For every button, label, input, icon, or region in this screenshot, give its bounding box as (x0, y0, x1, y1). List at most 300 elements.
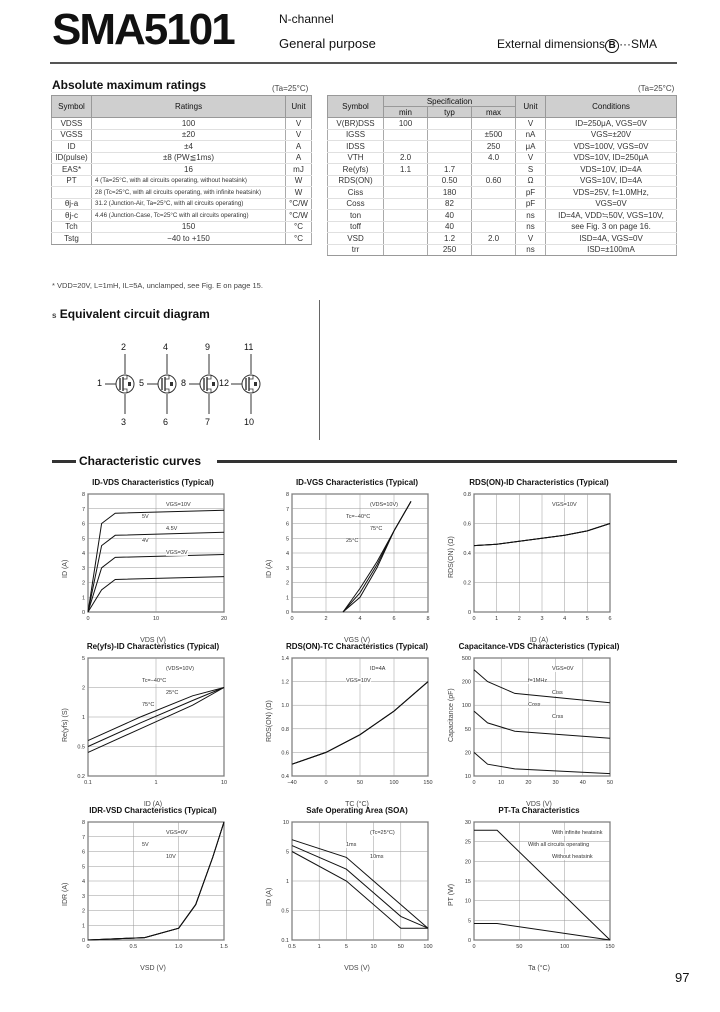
curve-label: 10ms (370, 854, 384, 860)
chart-2 (448, 478, 630, 644)
y-tick-label: 10 (464, 898, 471, 905)
chart-4 (266, 642, 448, 808)
elec-cell-max: 250 (472, 141, 516, 153)
y-tick-label: 5 (81, 864, 85, 871)
y-tick-label: 1.2 (281, 679, 289, 686)
y-tick-label: 1.0 (281, 703, 289, 710)
y-tick-label: 100 (461, 703, 471, 710)
abs-max-cell-symbol (52, 187, 92, 199)
chart-1 (266, 478, 448, 644)
circuit-pin-bottom: 7 (205, 417, 211, 427)
elec-cell-unit: V (516, 233, 546, 245)
elec-cell-min (384, 141, 428, 153)
y-tick-label: 0 (81, 610, 85, 616)
elec-cell-typ (428, 129, 472, 141)
abs-max-cell-rating: 16 (92, 164, 286, 176)
curve-label: ID=4A (370, 666, 386, 672)
chart-plot (62, 490, 244, 630)
ext-dims-code-badge: B (605, 39, 619, 53)
chart-5 (448, 642, 630, 808)
x-tick-label: 40 (579, 780, 586, 786)
curve-label: (Tc=25°C) (370, 830, 395, 836)
chart-title: Safe Operating Area (SOA) (306, 806, 408, 815)
elec-cell-min (384, 129, 428, 141)
elec-cell-cond: ID=4A, VDD≒50V, VGS=10V, (546, 210, 677, 222)
curve-label: VGS=3V (166, 550, 188, 556)
elec-row (328, 175, 677, 187)
x-tick-label: 50 (516, 944, 523, 950)
y-tick-label: 5 (285, 536, 289, 543)
elec-cell-cond: VGS=±20V (546, 129, 677, 141)
channel-type: N-channel (279, 12, 334, 26)
curve-label: With all circuits operating (528, 842, 590, 848)
elec-cell-cond: VDS=10V, ID=250μA (546, 152, 677, 164)
y-tick-label: 2 (285, 580, 289, 587)
elec-row (328, 233, 677, 245)
y-tick-label: 1 (81, 595, 85, 602)
x-tick-label: 6 (392, 616, 396, 622)
elec-table (327, 95, 677, 256)
series-line (292, 852, 428, 929)
x-tick-label: 0 (86, 616, 90, 622)
elec-cell-max: 4.0 (472, 152, 516, 164)
abs-max-cell-unit: A (286, 152, 312, 164)
x-tick-label: −40 (287, 780, 297, 786)
y-tick-label: 10 (282, 820, 289, 826)
chart-plot (448, 490, 630, 630)
elec-cell-symbol: trr (328, 244, 384, 256)
abs-max-row (52, 129, 312, 141)
x-axis-label: VDS (V) (526, 801, 552, 808)
column-divider (319, 300, 320, 440)
x-tick-label: 100 (389, 780, 399, 786)
x-tick-label: 0 (86, 944, 90, 950)
col-ratings: Ratings (92, 96, 286, 118)
abs-max-cell-rating: ±4 (92, 141, 286, 153)
curve-label: VGS=10V (552, 502, 577, 508)
abs-max-row (52, 210, 312, 222)
y-tick-label: 0.1 (281, 938, 289, 944)
circuit-pin-top: 9 (205, 342, 211, 352)
y-tick-label: 0 (467, 938, 471, 944)
y-tick-label: 50 (464, 726, 471, 733)
circuit-pin-bottom: 3 (121, 417, 127, 427)
y-tick-label: 0.5 (281, 908, 289, 915)
x-tick-label: 50 (356, 780, 364, 786)
y-tick-label: 7 (285, 506, 289, 513)
y-tick-label: 0 (285, 610, 289, 616)
curve-label: Tc=−40°C (346, 514, 371, 520)
series-line (292, 846, 428, 929)
y-axis-label: ID (A) (62, 559, 69, 578)
y-tick-label: 1.4 (281, 656, 289, 662)
elec-cell-typ: 40 (428, 221, 472, 233)
elec-cell-cond: see Fig. 3 on page 16. (546, 221, 677, 233)
abs-max-cell-symbol: VDSS (52, 118, 92, 130)
curve-label: VGS=10V (166, 502, 191, 508)
elec-cell-unit: pF (516, 198, 546, 210)
y-axis-label: Re(yfs) (S) (62, 708, 69, 742)
y-tick-label: 25 (464, 839, 471, 846)
elec-cell-typ: 1.2 (428, 233, 472, 245)
x-tick-label: 1.5 (220, 944, 228, 950)
elec-cell-symbol: V(BR)DSS (328, 118, 384, 130)
elec-cell-cond: VDS=100V, VGS=0V (546, 141, 677, 153)
y-tick-label: 6 (81, 521, 85, 528)
curve-label: (VDS=10V) (370, 502, 398, 508)
y-tick-label: 0.8 (281, 726, 289, 733)
elec-row (328, 141, 677, 153)
y-axis-label: IDR (A) (62, 882, 69, 906)
elec-cell-min (384, 221, 428, 233)
elec-cell-cond: VGS=0V (546, 198, 677, 210)
circuit-pin-left: 12 (219, 378, 230, 388)
y-axis-label: ID (A) (266, 887, 273, 906)
chart-title: RDS(ON)-ID Characteristics (Typical) (469, 478, 609, 487)
col-symbol: Symbol (328, 96, 384, 118)
x-tick-label: 1.0 (174, 944, 183, 950)
chart-title: RDS(ON)-TC Characteristics (Typical) (285, 642, 429, 651)
elec-cell-symbol: Re(yfs) (328, 164, 384, 176)
chart-title: ID-VDS Characteristics (Typical) (92, 478, 214, 487)
y-tick-label: 0.4 (281, 774, 289, 780)
x-axis-label: ID (A) (529, 637, 549, 644)
abs-max-cell-unit: °C/W (286, 198, 312, 210)
y-tick-label: 6 (285, 521, 289, 528)
abs-max-cell-rating: 4.46 (Junction-Case, Tc=25°C with all circuits operating) (92, 210, 286, 222)
elec-cell-max: 2.0 (472, 233, 516, 245)
curve-label: 4V (142, 538, 149, 544)
y-axis-label: PT (W) (448, 883, 455, 906)
elec-cell-symbol: VTH (328, 152, 384, 164)
col-conditions: Conditions (546, 96, 677, 118)
col-max: max (472, 107, 516, 118)
x-tick-label: 20 (220, 616, 228, 622)
y-tick-label: 7 (81, 834, 85, 841)
elec-cell-symbol: Coss (328, 198, 384, 210)
abs-max-row (52, 198, 312, 210)
abs-max-row (52, 175, 312, 187)
chart-0 (62, 478, 244, 644)
curve-label: Crss (552, 714, 564, 720)
elec-cell-max (472, 221, 516, 233)
x-tick-label: 0 (290, 616, 294, 622)
elec-cell-min (384, 187, 428, 199)
x-tick-label: 1 (317, 944, 321, 950)
abs-max-cell-unit: A (286, 141, 312, 153)
y-tick-label: 20 (464, 750, 471, 757)
curve-label: Ciss (552, 690, 563, 696)
elec-cell-unit: V (516, 152, 546, 164)
abs-max-row (52, 141, 312, 153)
col-symbol: Symbol (52, 96, 92, 118)
y-tick-label: 500 (461, 656, 471, 662)
elec-cell-cond: ID=250μA, VGS=0V (546, 118, 677, 130)
y-tick-label: 10 (464, 774, 471, 780)
y-tick-label: 7 (81, 506, 85, 513)
abs-max-table (51, 95, 312, 245)
x-axis-label: VGS (V) (343, 637, 371, 644)
x-tick-label: 5 (585, 616, 589, 622)
chart-title: PT-Ta Characteristics (498, 806, 580, 815)
col-min: min (384, 107, 428, 118)
series-line (474, 711, 610, 738)
elec-cell-min (384, 175, 428, 187)
chart-3 (62, 642, 244, 808)
abs-max-cell-unit: W (286, 187, 312, 199)
elec-cell-typ: 1.7 (428, 164, 472, 176)
y-tick-label: 3 (81, 565, 85, 572)
x-tick-label: 2 (517, 616, 521, 622)
elec-cell-cond: VDS=25V, f=1.0MHz, (546, 187, 677, 199)
col-unit: Unit (286, 96, 312, 118)
abs-max-row (52, 221, 312, 233)
abs-max-cell-rating: 4 (Ta=25°C, with all circuits operating, without heatsink) (92, 175, 286, 187)
elec-cell-max: ±500 (472, 129, 516, 141)
chart-plot (62, 818, 244, 958)
y-axis-label: RDS(ON) (Ω) (266, 700, 273, 742)
x-axis-label: TC (°C) (345, 801, 369, 808)
x-tick-label: 1 (154, 780, 158, 786)
abs-max-cell-symbol: Tch (52, 221, 92, 233)
elec-cell-max (472, 187, 516, 199)
abs-max-cell-symbol: PT (52, 175, 92, 187)
x-tick-label: 10 (152, 616, 160, 622)
y-tick-label: 0.6 (281, 750, 289, 757)
abs-max-cell-symbol: θj-c (52, 210, 92, 222)
curves-rule-right (217, 460, 677, 463)
abs-max-cell-unit: mJ (286, 164, 312, 176)
y-tick-label: 5 (81, 656, 85, 662)
abs-max-title: Absolute maximum ratings (52, 78, 207, 92)
y-tick-label: 3 (81, 893, 85, 900)
y-tick-label: 0 (467, 610, 471, 616)
y-tick-label: 1 (285, 595, 289, 602)
curve-label: VGS=10V (346, 678, 371, 684)
abs-max-cell-symbol: EAS* (52, 164, 92, 176)
chart-plot (448, 818, 630, 958)
elec-cell-typ: 180 (428, 187, 472, 199)
curve-label: 25°C (346, 538, 359, 544)
elec-cell-min: 1.1 (384, 164, 428, 176)
col-specification: Specification (384, 96, 516, 107)
curve-label: 75°C (370, 526, 383, 532)
plot-frame (474, 658, 610, 776)
elec-row (328, 187, 677, 199)
x-tick-label: 1 (495, 616, 499, 622)
chart-plot (448, 654, 630, 794)
x-axis-label: VDS (V) (344, 965, 370, 972)
abs-max-row (52, 164, 312, 176)
elec-cell-symbol: VSD (328, 233, 384, 245)
x-tick-label: 10 (370, 944, 377, 950)
chart-title: ID-VGS Characteristics (Typical) (295, 478, 419, 487)
elec-cell-max (472, 210, 516, 222)
y-axis-label: ID (A) (266, 559, 273, 578)
y-tick-label: 3 (285, 565, 289, 572)
curve-label: 5V (142, 514, 149, 520)
elec-row (328, 118, 677, 130)
series-line (474, 752, 610, 773)
elec-cell-typ: 82 (428, 198, 472, 210)
elec-cell-unit: ns (516, 221, 546, 233)
y-tick-label: 0.2 (463, 580, 471, 587)
elec-cell-cond: ISD=±100mA (546, 244, 677, 256)
y-tick-label: 6 (81, 849, 85, 856)
y-tick-label: 20 (464, 859, 471, 866)
chart-6 (62, 806, 244, 972)
curve-label: 10V (166, 854, 176, 860)
abs-max-cell-symbol: VGSS (52, 129, 92, 141)
circuit-pin-left: 1 (97, 378, 103, 388)
curve-label: 75°C (142, 702, 155, 708)
elec-cell-symbol: RDS(ON) (328, 175, 384, 187)
elec-cell-cond: ISD=4A, VGS=0V (546, 233, 677, 245)
elec-cell-unit: S (516, 164, 546, 176)
y-tick-label: 0.2 (77, 774, 85, 780)
curve-label: Tc=−40°C (142, 678, 167, 684)
x-axis-label: ID (A) (143, 801, 163, 808)
abs-max-table-wrap (51, 95, 312, 245)
y-tick-label: 1 (81, 715, 85, 721)
x-tick-label: 100 (560, 944, 570, 950)
elec-cell-unit: V (516, 118, 546, 130)
elec-cell-symbol: IGSS (328, 129, 384, 141)
abs-max-cell-symbol: Tstg (52, 233, 92, 245)
chart-title: Re(yfs)-ID Characteristics (Typical) (86, 642, 220, 651)
elec-cell-symbol: toff (328, 221, 384, 233)
curves-header (52, 455, 677, 467)
curve-label: 4.5V (166, 526, 178, 532)
elec-row (328, 244, 677, 256)
circuit-pin-left: 5 (139, 378, 145, 388)
elec-cell-unit: ns (516, 244, 546, 256)
circuit-pin-top: 2 (121, 342, 127, 352)
y-tick-label: 8 (81, 492, 85, 498)
elec-cell-max (472, 118, 516, 130)
x-tick-label: 0.5 (129, 944, 138, 950)
x-axis-label: VSD (V) (140, 965, 166, 972)
elec-cell-unit: nA (516, 129, 546, 141)
x-tick-label: 6 (608, 616, 612, 622)
curve-label: VGS=0V (166, 830, 188, 836)
circuit-pin-bottom: 6 (163, 417, 169, 427)
chart-8 (448, 806, 630, 972)
elec-cell-min (384, 244, 428, 256)
x-axis-label: VDS (V) (140, 637, 166, 644)
external-dimensions (497, 37, 657, 53)
y-tick-label: 15 (464, 879, 471, 885)
abs-max-footnote: * VDD=20V, L=1mH, IL=5A, unclamped, see Fig. E on page 15. (52, 281, 263, 290)
abs-max-cell-unit: °C (286, 233, 312, 245)
abs-max-cell-symbol: ID(pulse) (52, 152, 92, 164)
x-tick-label: 0 (472, 944, 476, 950)
y-tick-label: 1 (81, 923, 85, 930)
y-tick-label: 0.6 (463, 521, 471, 528)
x-tick-label: 30 (552, 780, 559, 786)
y-tick-label: 30 (464, 820, 471, 826)
elec-cell-symbol: IDSS (328, 141, 384, 153)
x-tick-label: 4 (358, 616, 362, 622)
elec-cell-max (472, 244, 516, 256)
elec-row (328, 164, 677, 176)
abs-max-cell-unit: V (286, 118, 312, 130)
curve-label: With infinite heatsink (552, 830, 603, 836)
x-tick-label: 0.5 (288, 944, 296, 950)
chart-plot (266, 490, 448, 630)
x-tick-label: 5 (344, 944, 348, 950)
y-tick-label: 2 (81, 908, 85, 915)
x-tick-label: 100 (423, 944, 433, 950)
header-rule (50, 62, 677, 64)
purpose: General purpose (279, 36, 376, 51)
y-axis-label: Capacitance (pF) (448, 688, 455, 742)
x-tick-label: 0 (472, 780, 476, 786)
x-tick-label: 4 (563, 616, 567, 622)
y-tick-label: 0 (81, 938, 85, 944)
circuit-pin-top: 11 (244, 342, 254, 352)
series-line (474, 670, 610, 703)
curve-label: VGS=0V (552, 666, 574, 672)
part-number-title: SMA5101 (52, 5, 234, 54)
y-tick-label: 2 (81, 580, 85, 587)
curve-label: f=1MHz (528, 678, 548, 684)
y-tick-label: 8 (81, 820, 85, 826)
abs-max-cell-unit: °C (286, 221, 312, 233)
circuit-title (52, 307, 210, 321)
elec-cell-cond: VGS=10V, ID=4A (546, 175, 677, 187)
abs-max-cell-unit: °C/W (286, 210, 312, 222)
col-unit: Unit (516, 96, 546, 118)
elec-cell-min (384, 233, 428, 245)
y-tick-label: 0.5 (77, 744, 85, 751)
y-tick-label: 4 (81, 551, 85, 557)
chart-plot (62, 654, 244, 794)
elec-table-wrap (327, 95, 677, 256)
elec-cell-typ (428, 118, 472, 130)
elec-row (328, 198, 677, 210)
elec-cell-typ (428, 152, 472, 164)
elec-cell-cond: VDS=10V, ID=4A (546, 164, 677, 176)
curve-label: Coss (528, 702, 541, 708)
elec-cell-min (384, 210, 428, 222)
y-tick-label: 2 (81, 685, 85, 692)
curve-label: 5V (142, 842, 149, 848)
abs-max-cell-rating: −40 to +150 (92, 233, 286, 245)
x-tick-label: 50 (397, 944, 404, 950)
abs-max-row (52, 187, 312, 199)
curve-label: Without heatsink (552, 854, 593, 860)
y-tick-label: 0.4 (463, 551, 471, 557)
x-tick-label: 0 (472, 616, 476, 622)
elec-cell-min: 2.0 (384, 152, 428, 164)
circuit-title-text: Equivalent circuit diagram (59, 307, 210, 321)
abs-max-row (52, 118, 312, 130)
ext-dims-suffix: ···SMA (619, 37, 658, 51)
ext-dims-label: External dimensions (497, 37, 606, 51)
elec-cell-min (384, 198, 428, 210)
curves-rule-left (52, 460, 76, 463)
elec-cell-unit: μA (516, 141, 546, 153)
elec-row (328, 152, 677, 164)
abs-max-cell-rating: 100 (92, 118, 286, 130)
x-tick-label: 2 (324, 616, 328, 622)
y-tick-label: 5 (285, 849, 289, 856)
y-tick-label: 200 (461, 679, 471, 686)
y-tick-label: 5 (81, 536, 85, 543)
abs-max-row (52, 233, 312, 245)
chart-title: Capacitance-VDS Characteristics (Typical) (458, 642, 620, 651)
